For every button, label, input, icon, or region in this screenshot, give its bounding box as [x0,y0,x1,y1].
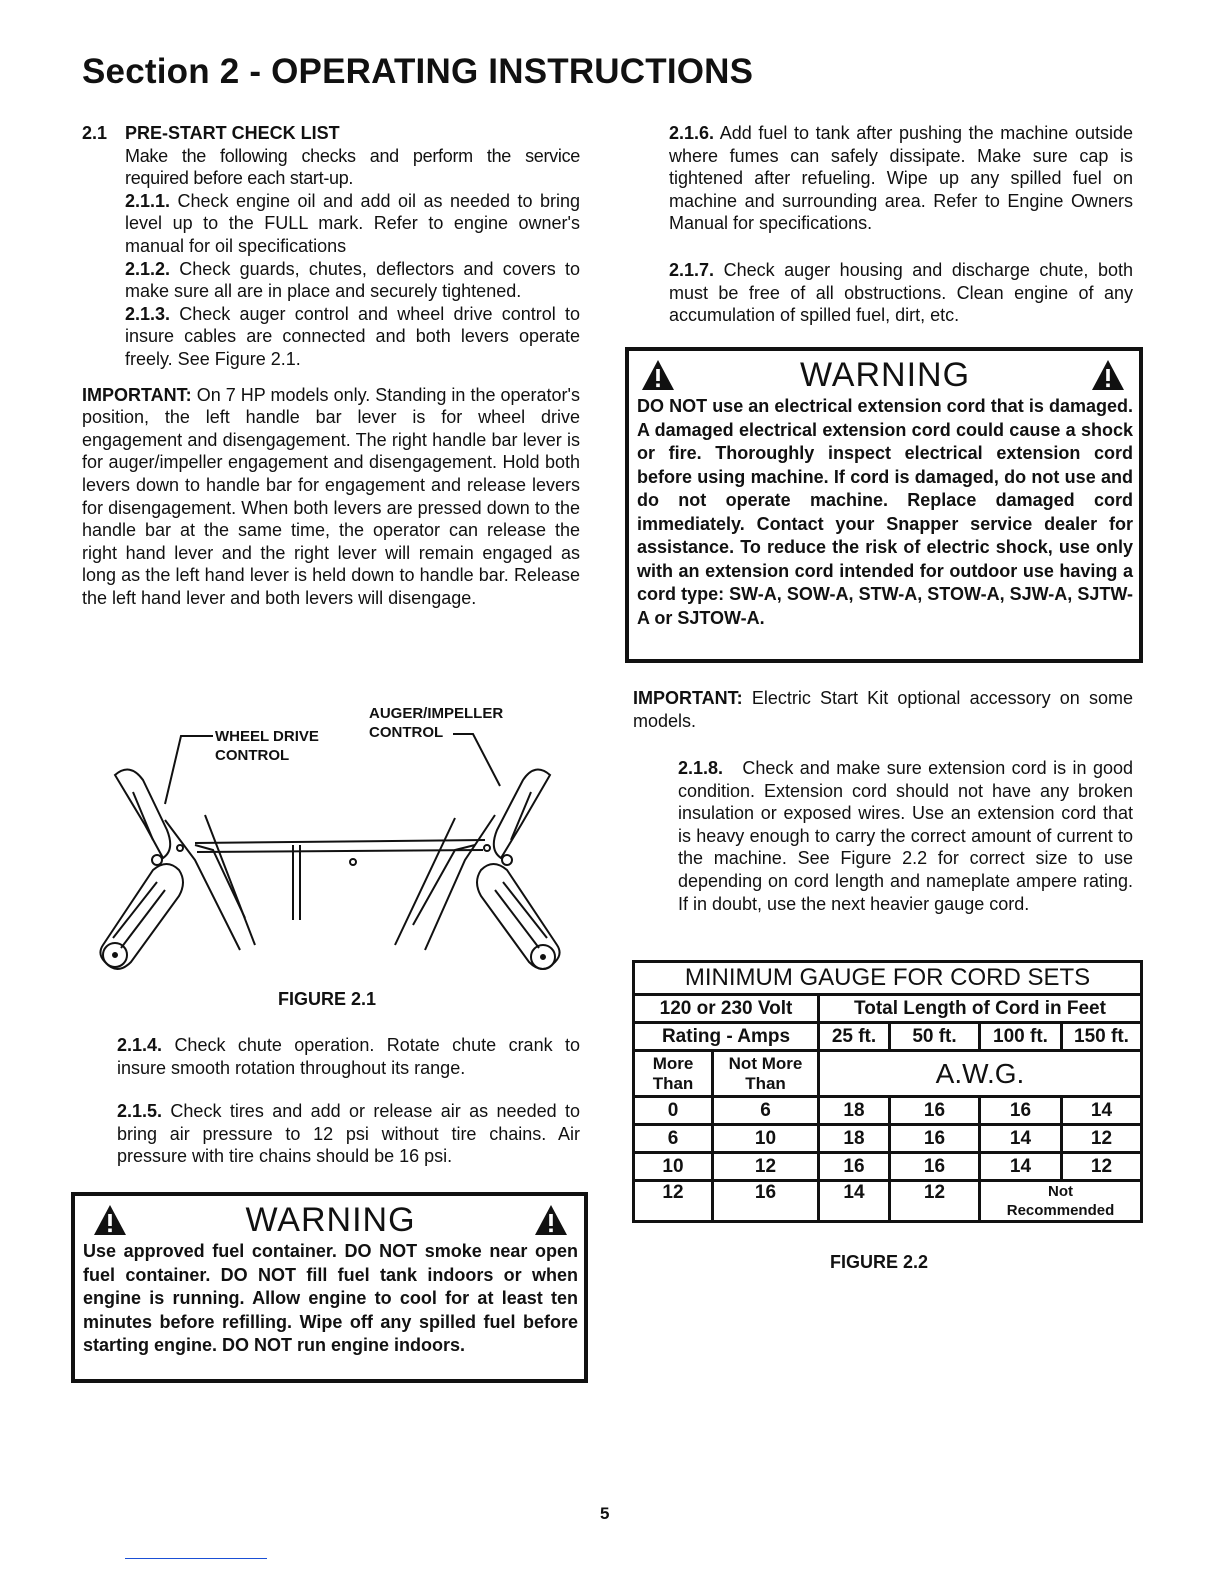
important-text: Electric Start Kit optional accessory on some models. [633,688,1133,731]
table-cell: 16 [713,1181,819,1222]
header-line: More [652,1053,694,1073]
more-than-header [634,1051,713,1097]
header-line: Than [652,1073,694,1093]
right-column-item-8 [678,757,1133,915]
warning-triangle-icon [641,359,675,391]
table-cell: 6 [634,1125,713,1153]
length-150: 150 ft. [1062,1023,1142,1051]
important-note-levers [82,384,580,610]
item-text: Check engine oil and add oil as needed to bring level up to the FULL mark. Refer to engine owner's manual for oil specifications [125,190,580,256]
table-cell: 12 [890,1181,980,1222]
item-text: Check and make sure extension cord is in good condition. Extension cord should not have any broken insulation or exposed wires. Use an extension cord that is heavy enough to carry the correct amount of current to the machine. See Figure 2.2 for correct size to use depending on cord length and nameplate ampere rating. If in doubt, use the next heavier gauge cord. [678,758,1133,914]
page-number: 5 [600,1504,610,1523]
wheel-drive-leader [165,736,213,804]
figure-2-1 [95,700,575,980]
table-cell: 12 [634,1181,713,1222]
item-text: Check chute operation. Rotate chute crank to insure smooth rotation throughout its range. [117,1035,580,1078]
item-number: 2.1.5. [117,1101,163,1122]
table-cell: 14 [819,1181,890,1222]
warning-triangle-icon [534,1204,568,1236]
item-2-1-3 [125,303,580,371]
warning-triangle-icon [93,1204,127,1236]
header-line: Not More [728,1053,803,1073]
label-line: CONTROL [215,747,290,764]
item-text: Check tires and add or release air as needed to bring air pressure to 12 psi without tire chains. Air pressure with tire chains should be 16 psi. [117,1101,580,1167]
cell-line: Not [1048,1183,1073,1200]
table-cell: 18 [819,1125,890,1153]
length-50: 50 ft. [890,1023,980,1051]
table-row [634,1181,1142,1222]
table-cell: 16 [890,1153,980,1181]
table-cell: 14 [980,1125,1062,1153]
label-line: CONTROL [369,724,444,741]
table-header-row [634,1051,1142,1097]
handlebar-illustration [95,700,575,980]
item-number: 2.1.7. [669,259,715,280]
right-column [669,122,1133,327]
table-row [634,1153,1142,1181]
table-cell: 16 [980,1097,1062,1125]
item-number: 2.1.4. [117,1035,163,1055]
item-2-1-5 [117,1100,580,1168]
length-100: 100 ft. [980,1023,1062,1051]
table-title-row [634,962,1142,995]
important-label: IMPORTANT: [633,688,743,708]
table-row [634,1097,1142,1125]
table-cell: 16 [819,1153,890,1181]
auger-leader [453,734,500,786]
item-2-1-1 [125,190,580,258]
item-2-1-6 [669,122,1133,235]
pre-start-intro: Make the following checks and perform the service required before each start-up. [125,145,580,189]
item-2-1-2 [125,258,580,303]
warning-header [637,355,1133,395]
table-header-row [634,1023,1142,1051]
section-number: 2.1 [82,123,108,143]
item-number: 2.1.2. [125,258,171,279]
warning-title: WARNING [799,356,971,394]
table-cell: 14 [980,1153,1062,1181]
not-recommended-cell [980,1181,1142,1222]
table-cell: 12 [1062,1153,1142,1181]
table-cell: 16 [890,1097,980,1125]
label-line: AUGER/IMPELLER [369,705,504,722]
item-2-1-8 [678,757,1133,915]
table-cell: 16 [890,1125,980,1153]
warning-title: WARNING [245,1201,416,1239]
figure-2-2-caption: FIGURE 2.2 [830,1252,929,1272]
table-title: MINIMUM GAUGE FOR CORD SETS [634,962,1142,995]
section-2-1-heading [82,122,580,145]
table-cell: 14 [1062,1097,1142,1125]
page-title: Section 2 - OPERATING INSTRUCTIONS [82,52,754,91]
item-number: 2.1.3. [125,303,171,324]
figure-2-1-caption: FIGURE 2.1 [278,989,377,1009]
item-number: 2.1.1. [125,190,171,211]
fuel-warning-box [71,1192,588,1383]
table-cell: 18 [819,1097,890,1125]
important-note-electric-start [633,687,1133,732]
item-2-1-4 [117,1034,580,1079]
item-2-1-7 [669,259,1133,327]
table-cell: 10 [634,1153,713,1181]
item-text: Check auger control and wheel drive control to insure cables are connected and both levers operate freely. See Figure 2.1. [125,303,580,369]
important-label: IMPORTANT: [82,384,192,405]
section-heading: PRE-START CHECK LIST [125,123,340,143]
left-column [82,122,580,609]
not-more-than-header [713,1051,819,1097]
awg-header: A.W.G. [819,1051,1142,1097]
important-text: On 7 HP models only. Standing in the operator's position, the left handle bar lever is for wheel drive engagement and disengagement. The right handle bar lever is for auger/impeller engagement and disengagement. Hold both levers down to handle bar for engagement and release levers for disengagement. When both levers are pressed down to the handle bar at the same time, the operator can release the right hand lever and the right lever will remain engaged as long as the left hand lever is held down to handle bar. Release the left hand lever and both levers will disengage. [82,384,580,608]
extension-cord-warning-box [625,347,1143,663]
left-column-lower [117,1034,580,1168]
volt-header: 120 or 230 Volt [634,995,819,1023]
length-header: Total Length of Cord in Feet [819,995,1142,1023]
warning-text: DO NOT use an electrical extension cord that is damaged. A damaged electrical extension cord could cause a shock or fire. Thoroughly inspect electrical extension cord before using machine. If cord is damaged, do not use and do not operate machine. Replace damaged cord immediately. Contact your Snapper service dealer for assistance. To reduce the risk of electric shock, use only with an extension cord intended for outdoor use having a cord type: SW-A, SOW-A, STW-A, STOW-A, SJW-A, SJTW-A or SJTOW-A. [637,396,1133,628]
table-row [634,1125,1142,1153]
table-cell: 6 [713,1097,819,1125]
item-number: 2.1.8. [678,758,724,778]
item-text: Add fuel to tank after pushing the machine outside where fumes can safely dissipate. Make sure cap is tightened after refueling. Wipe up any spilled fuel on machine and surrounding area. Refer to Engine Owners Manual for specifications. [669,123,1133,234]
item-text: Check guards, chutes, deflectors and covers to make sure all are in place and securely tightened. [125,258,580,302]
item-number: 2.1.6. [669,123,715,143]
table-cell: 12 [1062,1125,1142,1153]
minimum-gauge-table [632,960,1143,1223]
table-cell: 12 [713,1153,819,1181]
warning-text: Use approved fuel container. DO NOT smoke near open fuel container. DO NOT fill fuel tank indoors or when engine is running. Allow engine to cool for at least ten minutes before refilling. Wipe off any spilled fuel before starting engine. DO NOT run engine indoors. [83,1241,578,1355]
item-text: Check auger housing and discharge chute, both must be free of all obstructions. Clean engine of any accumulation of spilled fuel, dirt, etc. [669,259,1133,326]
length-25: 25 ft. [819,1023,890,1051]
table-cell: 10 [713,1125,819,1153]
warning-triangle-icon [1091,359,1125,391]
header-line: Than [745,1073,786,1093]
footer-rule [125,1558,267,1559]
table-cell: 0 [634,1097,713,1125]
label-line: WHEEL DRIVE [215,728,319,745]
cell-line: Recommended [1006,1202,1115,1219]
table-header-row [634,995,1142,1023]
right-column-middle [633,687,1133,732]
warning-header [83,1200,578,1240]
rating-header: Rating - Amps [634,1023,819,1051]
gauge-table-wrapper [632,960,1143,1223]
